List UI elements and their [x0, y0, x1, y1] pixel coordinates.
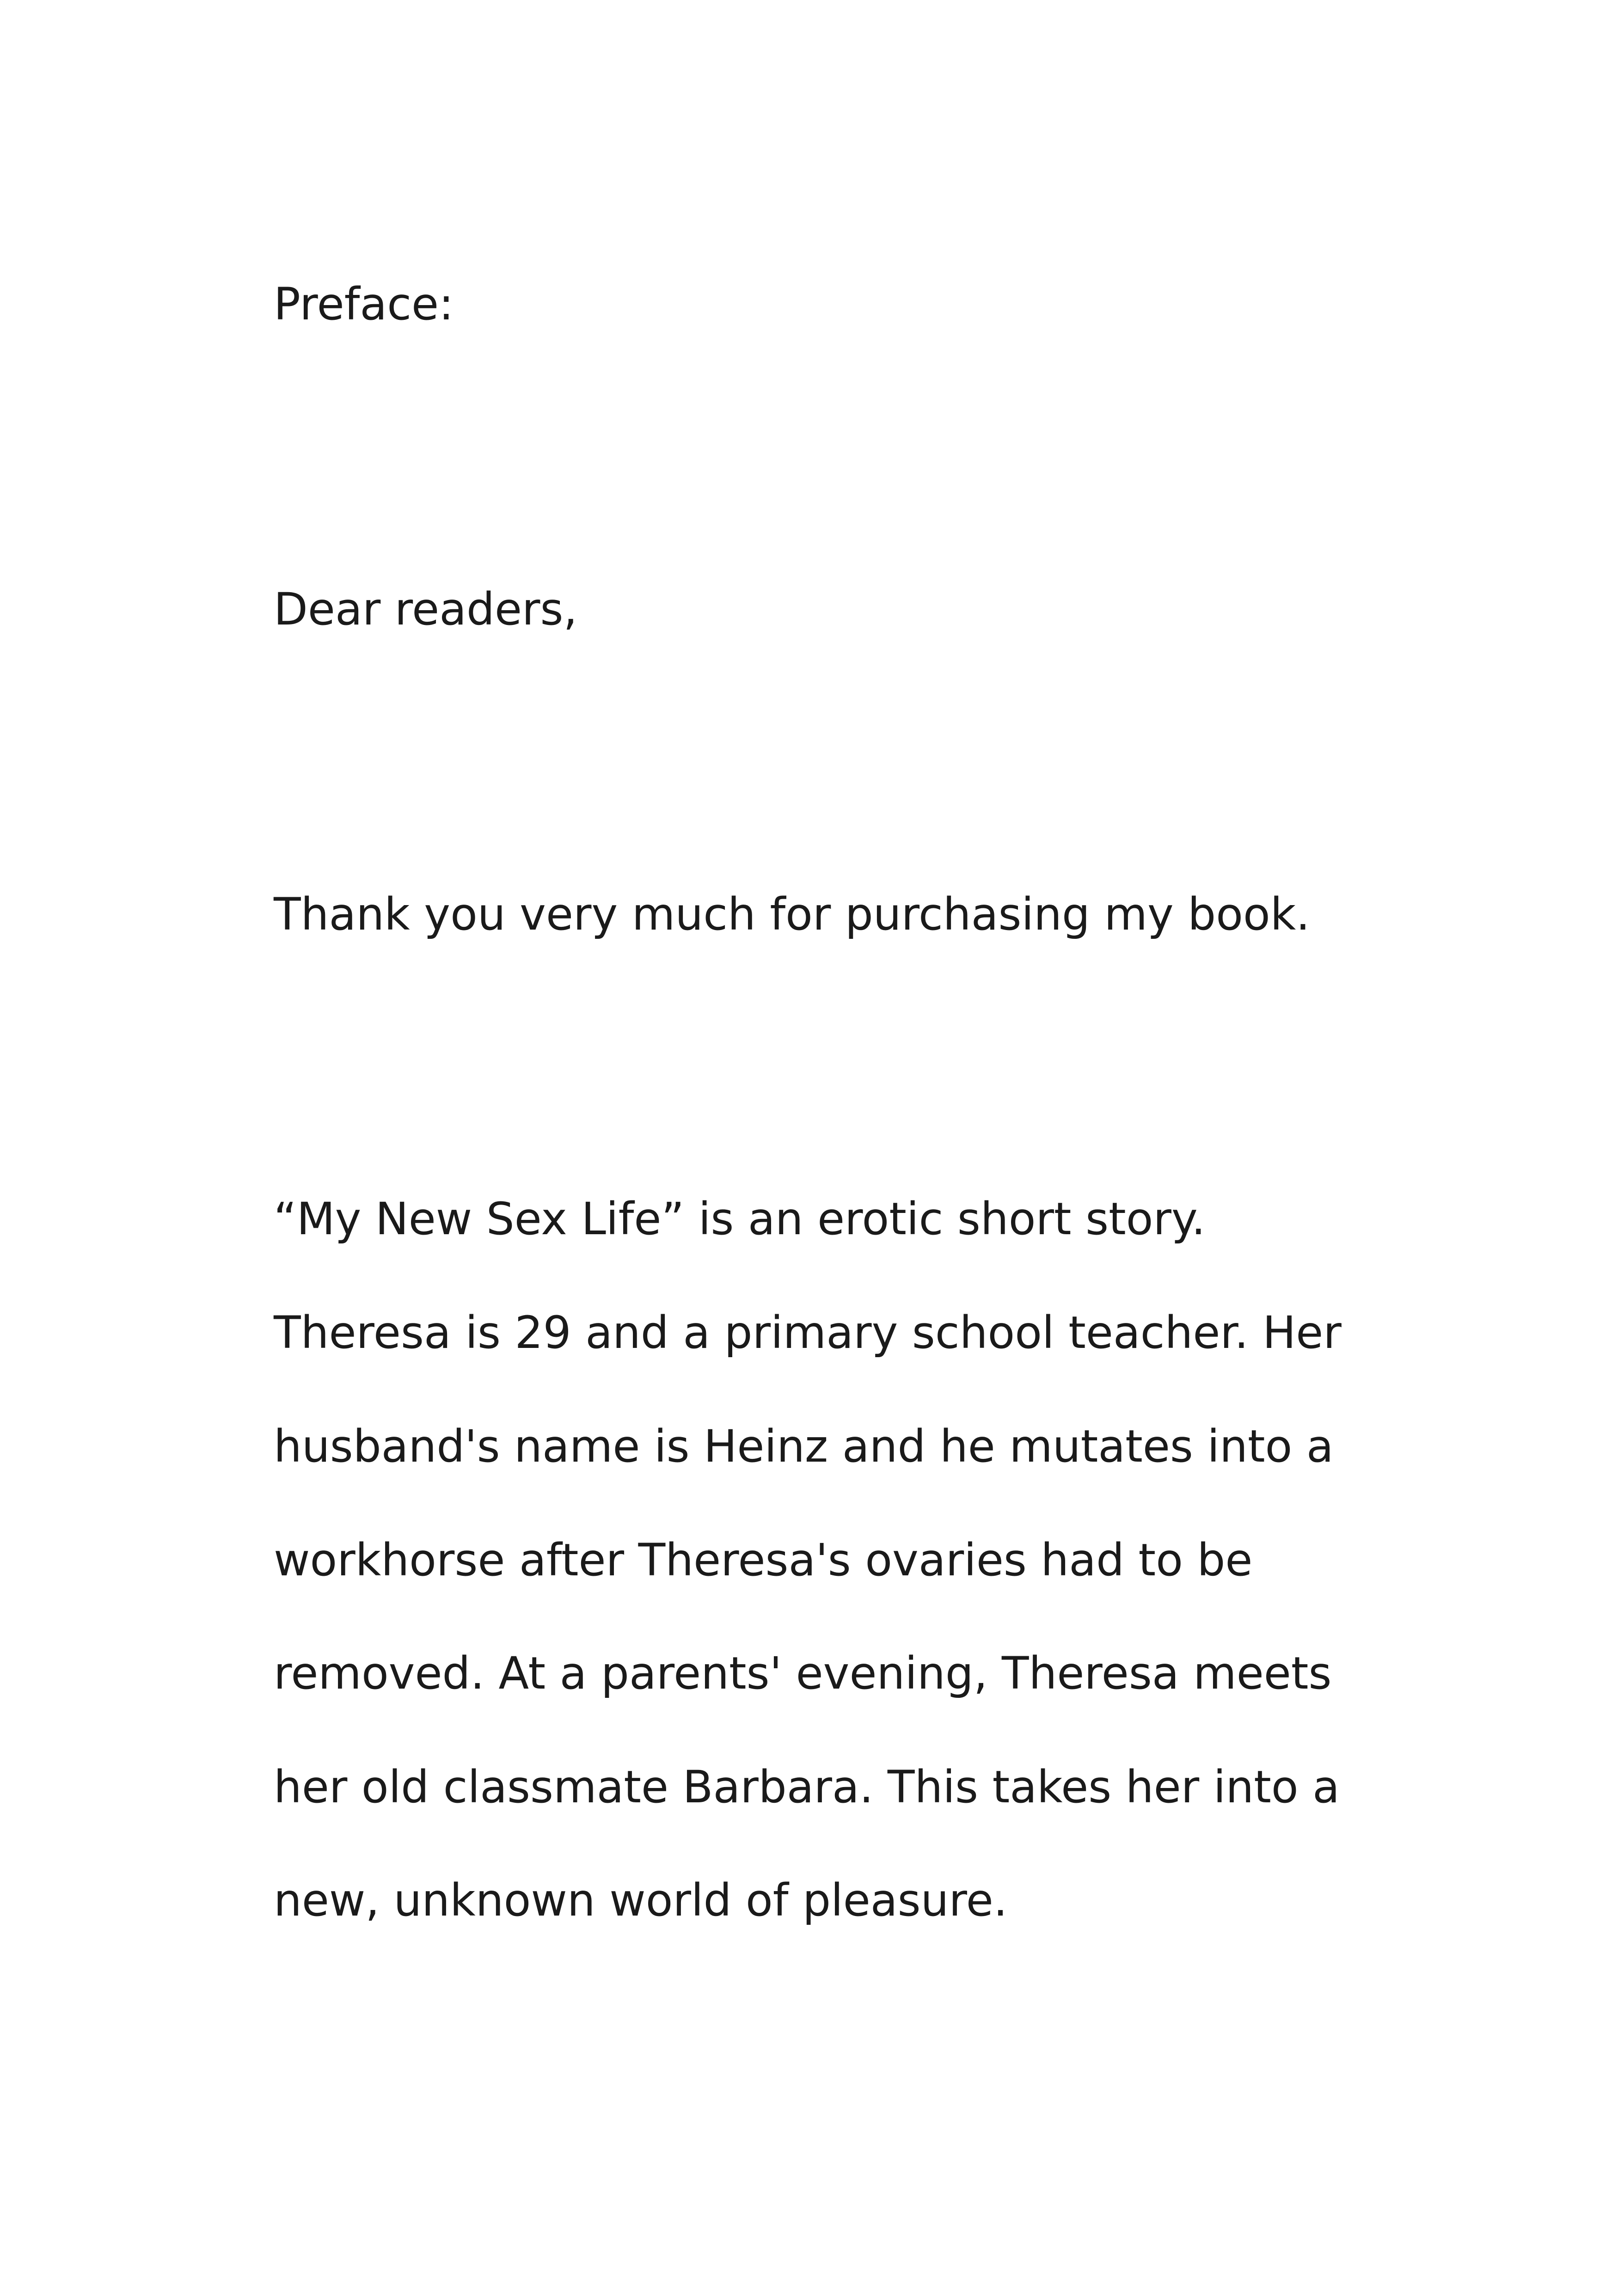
thanks-text: Thank you very much for purchasing my book.	[274, 888, 1310, 940]
description-line: new, unknown world of pleasure.	[274, 1874, 1008, 1926]
description-line: Theresa is 29 and a primary school teacher. Her	[274, 1307, 1342, 1359]
preface-heading: Preface:	[274, 278, 454, 330]
description-line: husband's name is Heinz and he mutates into a	[274, 1420, 1334, 1472]
description-line: “My New Sex Life” is an erotic short story.	[274, 1193, 1206, 1245]
greeting-text: Dear readers,	[274, 583, 578, 635]
description-line: removed. At a parents' evening, Theresa meets	[274, 1647, 1332, 1699]
description-line: her old classmate Barbara. This takes her into a	[274, 1761, 1340, 1813]
description-line: workhorse after Theresa's ovaries had to be	[274, 1534, 1253, 1586]
